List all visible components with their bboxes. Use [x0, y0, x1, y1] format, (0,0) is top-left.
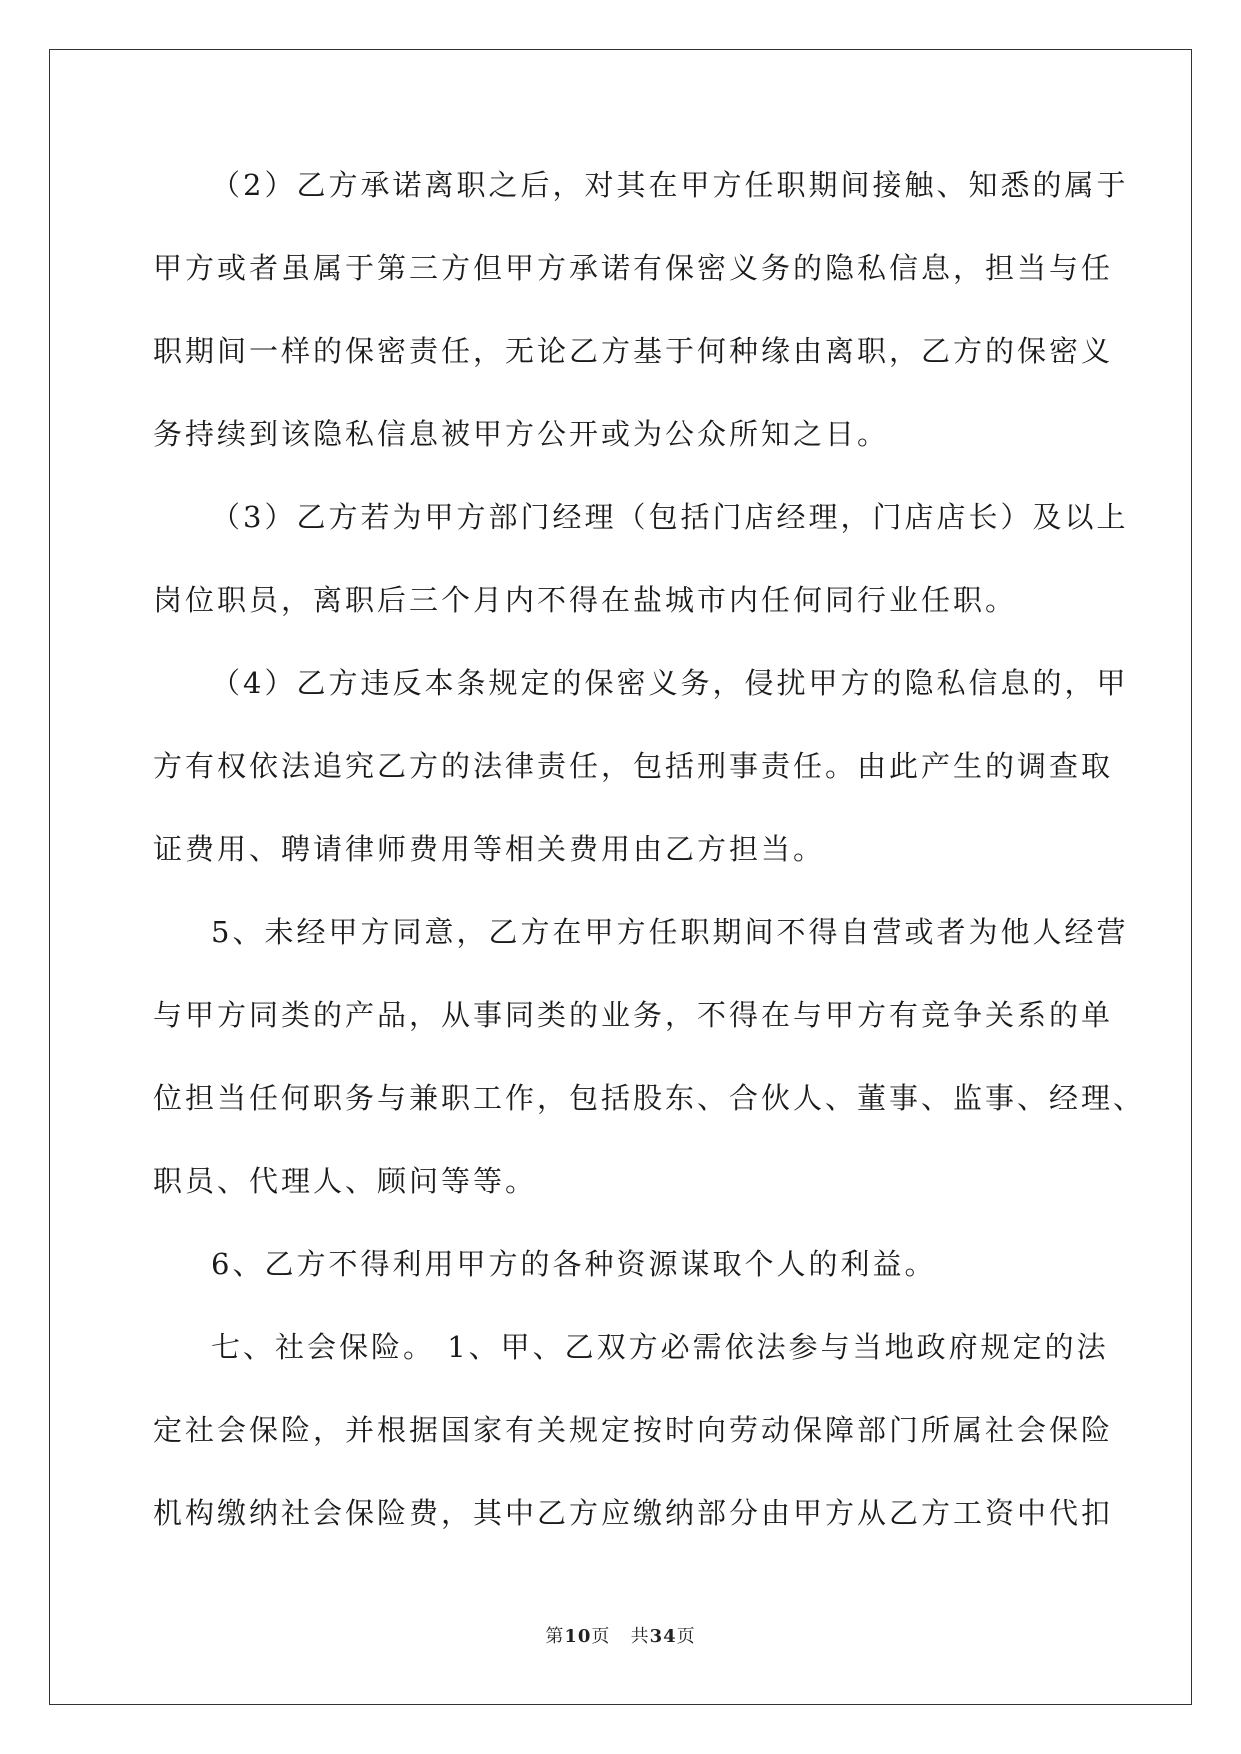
paragraph-manager-noncompete: [153, 487, 1129, 653]
page-suffix: 页: [591, 1626, 611, 1647]
total-pages: 34: [649, 1626, 677, 1647]
text-line: 定社会保险，并根据国家有关规定按时向劳动保障部门所属社会保险: [153, 1413, 1114, 1447]
paragraph-section-7-social-insurance: [153, 1317, 1114, 1566]
paragraph-breach-liability: [153, 653, 1129, 902]
paragraph-confidentiality-after-resignation: [153, 155, 1129, 487]
text-line: 证费用、聘请律师费用等相关费用由乙方担当。: [153, 832, 826, 866]
text-line: 甲方或者虽属于第三方但甲方承诺有保密义务的隐私信息，担当与任: [153, 251, 1114, 285]
page-prefix: 第: [545, 1626, 565, 1647]
total-prefix: 共: [630, 1626, 650, 1647]
text-line: 机构缴纳社会保险费，其中乙方应缴纳部分由甲方从乙方工资中代扣: [153, 1496, 1114, 1530]
paragraph-item-6-resources: [153, 1234, 1093, 1317]
document-body: [153, 155, 1146, 1566]
text-line: 岗位职员，离职后三个月内不得在盐城市内任何同行业任职。: [153, 583, 1018, 617]
text-line: 位担当任何职务与兼职工作，包括股东、合伙人、董事、监事、经理、: [153, 1081, 1146, 1115]
text-line: （4）乙方违反本条规定的保密义务，侵扰甲方的隐私信息的，甲: [211, 666, 1129, 700]
total-suffix: 页: [676, 1626, 696, 1647]
page-number: 10: [564, 1626, 592, 1647]
text-line: 职期间一样的保密责任，无论乙方基于何种缘由离职，乙方的保密义: [153, 334, 1114, 368]
page-footer: [0, 1622, 1241, 1648]
text-line: 与甲方同类的产品，从事同类的业务，不得在与甲方有竞争关系的单: [153, 998, 1114, 1032]
paragraph-item-5-competition: [153, 902, 1146, 1234]
text-line: 七、社会保险。 1、甲、乙双方必需依法参与当地政府规定的法: [211, 1330, 1109, 1364]
text-line: （3）乙方若为甲方部门经理（包括门店经理，门店店长）及以上: [211, 500, 1129, 534]
text-line: 6、乙方不得利用甲方的各种资源谋取个人的利益。: [211, 1247, 937, 1281]
text-line: 5、未经甲方同意，乙方在甲方任职期间不得自营或者为他人经营: [211, 915, 1129, 949]
text-line: 方有权依法追究乙方的法律责任，包括刑事责任。由此产生的调查取: [153, 749, 1114, 783]
text-line: 职员、代理人、顾问等等。: [153, 1164, 538, 1198]
text-line: （2）乙方承诺离职之后，对其在甲方任职期间接触、知悉的属于: [211, 168, 1129, 202]
text-line: 务持续到该隐私信息被甲方公开或为公众所知之日。: [153, 417, 890, 451]
